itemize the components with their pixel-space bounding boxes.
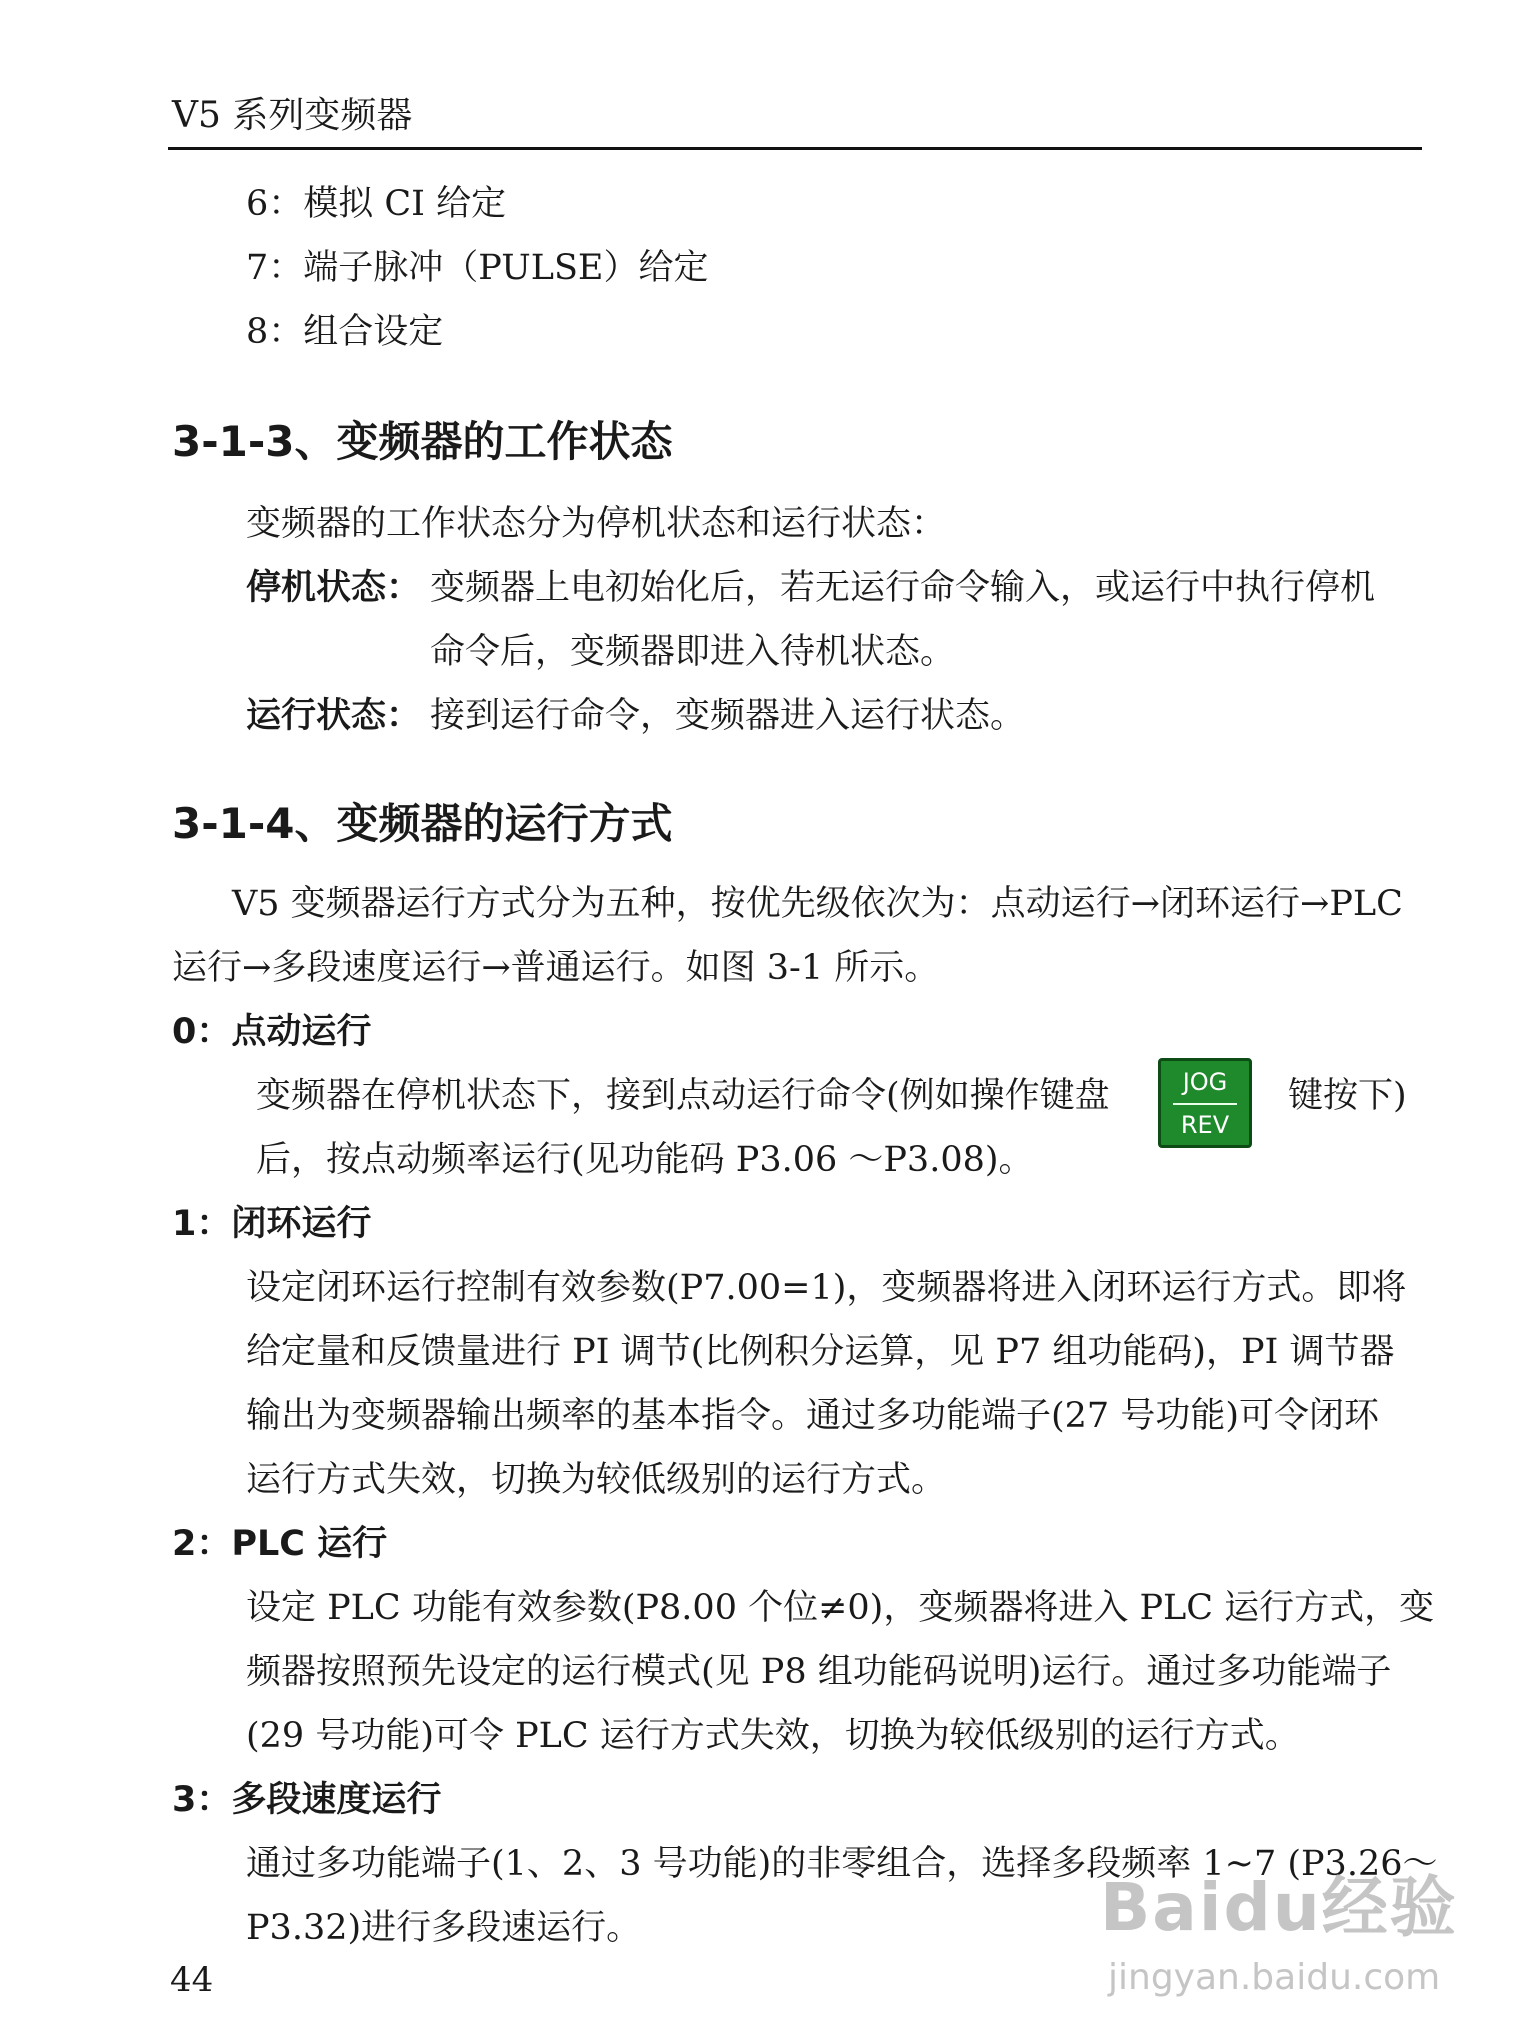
paragraph: 命令后，变频器即进入待机状态。 <box>430 632 956 672</box>
jog-rev-key-icon <box>1158 1058 1252 1148</box>
paragraph: 运行→多段速度运行→普通运行。如图 3-1 所示。 <box>172 948 940 988</box>
watermark <box>1100 1868 1480 2018</box>
key-label-top: JOG <box>1182 1068 1228 1096</box>
paragraph: 变频器在停机状态下，接到点动运行命令(例如操作键盘 <box>256 1076 1110 1116</box>
paragraph: 接到运行命令，变频器进入运行状态。 <box>430 696 1026 736</box>
mode-heading: 0：点动运行 <box>172 1012 372 1052</box>
list-item: 8：组合设定 <box>246 312 444 352</box>
paragraph: 变频器的工作状态分为停机状态和运行状态： <box>246 504 947 544</box>
paragraph: 键按下) <box>1288 1076 1407 1116</box>
section-heading: 3-1-3、变频器的工作状态 <box>172 417 673 466</box>
paragraph: 通过多功能端子(1、2、3 号功能)的非零组合，选择多段频率 1~7 (P3.26～ <box>246 1844 1438 1884</box>
paragraph: 运行方式失效，切换为较低级别的运行方式。 <box>246 1460 947 1500</box>
term-label: 停机状态： <box>246 568 422 608</box>
paragraph: 频器按照预先设定的运行模式(见 P8 组功能码说明)运行。通过多功能端子 <box>246 1652 1392 1692</box>
paragraph: 设定闭环运行控制有效参数(P7.00=1)，变频器将进入闭环运行方式。即将 <box>246 1268 1407 1308</box>
list-item: 7：端子脉冲（PULSE）给定 <box>246 248 709 288</box>
running-header: V5 系列变频器 <box>172 95 413 136</box>
key-divider <box>1173 1103 1237 1105</box>
term-label: 运行状态： <box>246 696 422 736</box>
paragraph: 给定量和反馈量进行 PI 调节(比例积分运算，见 P7 组功能码)，PI 调节器 <box>246 1332 1395 1372</box>
key-label-bottom: REV <box>1180 1111 1230 1139</box>
mode-heading: 2：PLC 运行 <box>172 1524 388 1564</box>
mode-heading: 1：闭环运行 <box>172 1204 372 1244</box>
paragraph: 设定 PLC 功能有效参数(P8.00 个位≠0)，变频器将进入 PLC 运行方式，变 <box>246 1588 1435 1628</box>
section-heading: 3-1-4、变频器的运行方式 <box>172 799 673 848</box>
watermark-url: jingyan.baidu.com <box>1108 1957 1441 1998</box>
watermark-logo: Baidu经验 <box>1100 1869 1458 1946</box>
paragraph: (29 号功能)可令 PLC 运行方式失效，切换为较低级别的运行方式。 <box>246 1716 1300 1756</box>
paragraph: 输出为变频器输出频率的基本指令。通过多功能端子(27 号功能)可令闭环 <box>246 1396 1379 1436</box>
paragraph: 变频器上电初始化后，若无运行命令输入，或运行中执行停机 <box>430 568 1376 608</box>
list-item: 6：模拟 CI 给定 <box>246 184 507 224</box>
mode-heading: 3：多段速度运行 <box>172 1780 442 1820</box>
paragraph: V5 变频器运行方式分为五种，按优先级依次为：点动运行→闭环运行→PLC <box>232 884 1403 924</box>
paragraph: P3.32)进行多段速运行。 <box>246 1908 642 1948</box>
page-number: 44 <box>170 1960 214 2000</box>
header-rule <box>168 147 1422 150</box>
paragraph: 后，按点动频率运行(见功能码 P3.06 ～P3.08)。 <box>256 1140 1034 1180</box>
